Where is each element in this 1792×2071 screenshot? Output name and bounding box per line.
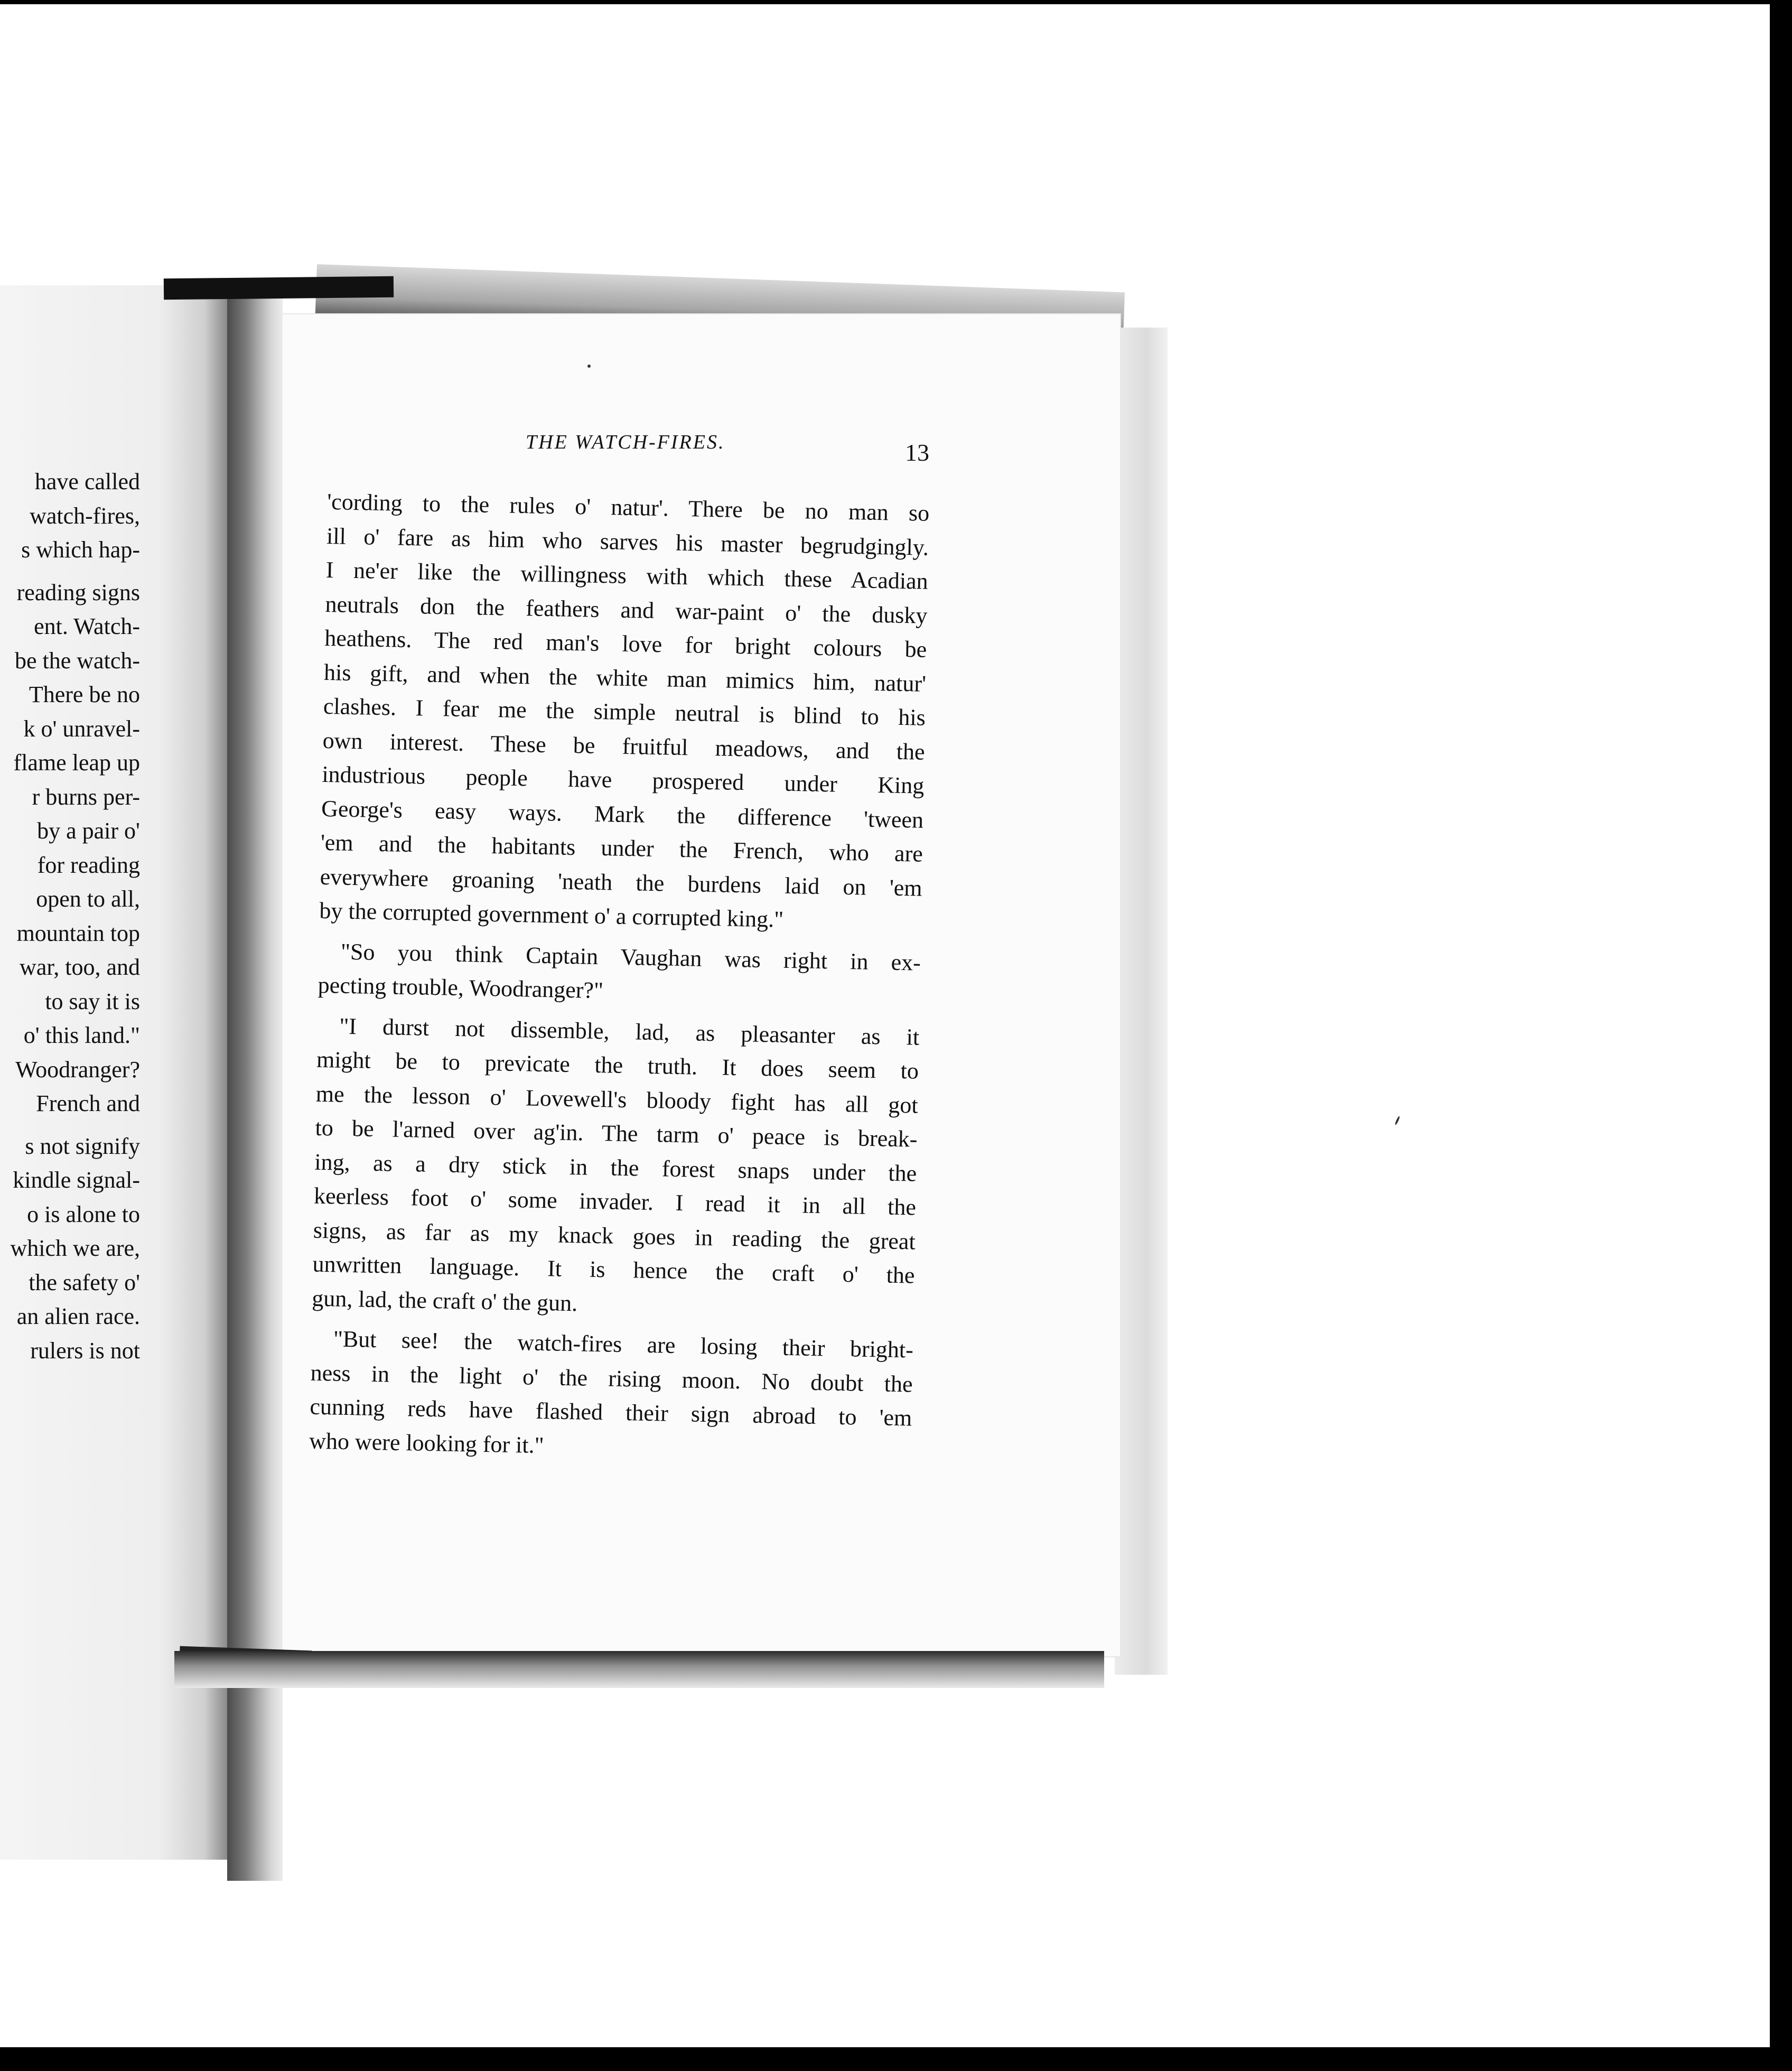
left-text-line: Woodranger? [15, 1056, 140, 1083]
text-line: pecting trouble, Woodranger?" [318, 972, 604, 1004]
paragraph [312, 1009, 920, 1327]
text-line: "But see! the watch-fires are losing their bright- [333, 1326, 914, 1363]
text-line: might be to previcate the truth. It does seem to [316, 1046, 919, 1084]
left-text-line: o is alone to [27, 1201, 140, 1227]
left-text-line: to say it is [45, 988, 140, 1014]
left-text-line: s which hap- [21, 537, 140, 563]
left-text-line: the safety o' [29, 1269, 140, 1295]
left-text-line: r burns per- [32, 783, 140, 810]
left-text-line: for reading [37, 852, 140, 878]
spine-tape [164, 276, 394, 300]
text-line: everywhere groaning 'neath the burdens laid on 'em [320, 863, 923, 901]
text-line: cunning reds have flashed their sign abroad to 'em [310, 1393, 912, 1431]
text-line: clashes. I fear me the simple neutral is blind to his [323, 693, 926, 731]
text-line: ing, as a dry stick in the forest snaps under the [314, 1149, 917, 1187]
text-line: 'em and the habitants under the French, who are [320, 829, 923, 867]
page-bottom-shadow [174, 1651, 1104, 1688]
text-line: George's easy ways. Mark the difference 'tween [321, 795, 924, 833]
text-line: unwritten language. It is hence the craft o' the [312, 1251, 915, 1289]
left-text-line: flame leap up [13, 750, 140, 776]
scan-speck [1394, 1116, 1400, 1125]
page-number: 13 [905, 439, 929, 466]
left-text-line: be the watch- [15, 647, 140, 674]
text-line: keerless foot o' some invader. I read it in all the [313, 1182, 917, 1220]
text-line: neutrals don the feathers and war-paint o' the dusky [325, 591, 928, 629]
text-line: "So you think Captain Vaughan was right in ex- [340, 938, 921, 976]
left-text-line: rulers is not [30, 1337, 140, 1364]
text-line: 'cording to the rules o' natur'. There be no man so [326, 488, 930, 526]
scan-frame-bottom [0, 2047, 1792, 2071]
running-head: THE WATCH-FIRES. [526, 431, 725, 453]
left-text-line: by a pair o' [37, 818, 140, 844]
text-line: me the lesson o' Lovewell's bloody fight has all got [315, 1080, 919, 1118]
scan-frame-top [0, 0, 1792, 4]
paragraph-gap [0, 567, 140, 576]
left-text-line: There be no [29, 682, 140, 707]
text-line: gun, lad, the craft o' the gun. [311, 1285, 578, 1316]
left-text-line: ent. Watch- [34, 613, 140, 639]
text-line: I ne'er like the willingness with which these Acadian [325, 556, 929, 594]
text-line: who were looking for it." [309, 1428, 545, 1458]
text-line: own interest. These be fruitful meadows, and the [322, 727, 925, 765]
left-text-line: have called [34, 469, 140, 495]
right-page-text [309, 485, 930, 1470]
paragraph [309, 1322, 914, 1470]
left-text-line: watch-fires, [30, 502, 140, 529]
left-text-line: open to all, [36, 886, 140, 912]
left-text-line: which we are, [10, 1235, 140, 1261]
left-text-line: reading signs [16, 579, 140, 605]
text-line: signs, as far as my knack goes in reading the great [313, 1217, 916, 1255]
fore-edge [1115, 328, 1168, 1675]
left-text-line: k o' unravel- [23, 715, 140, 742]
text-line: heathens. The red man's love for bright colours be [324, 624, 927, 663]
left-text-line: war, too, and [20, 954, 140, 980]
left-text-line: an alien race. [16, 1303, 140, 1329]
left-page-text [0, 465, 140, 1368]
text-line: "I durst not dissemble, lad, as pleasanter as it [339, 1013, 920, 1050]
scan-frame-right [1770, 0, 1792, 2071]
left-text-line: French and [36, 1090, 140, 1116]
text-line: by the corrupted government o' a corrupted king." [319, 897, 784, 932]
book-spine [227, 285, 283, 1881]
text-line: his gift, and when the white man mimics him, natur' [323, 659, 927, 697]
left-text-line: o' this land." [23, 1022, 140, 1048]
paragraph [319, 485, 930, 939]
paragraph-gap [0, 1121, 140, 1130]
scan-speck [587, 365, 591, 368]
paragraph [318, 934, 921, 1014]
text-line: ill o' fare as him who sarves his master begrudgingly. [326, 523, 929, 561]
text-line: industrious people have prospered under King [322, 761, 925, 799]
text-line: to be l'arned over ag'in. The tarm o' peace is break- [315, 1114, 918, 1152]
left-text-line: kindle signal- [13, 1167, 140, 1193]
text-line: ness in the light o' the rising moon. No doubt the [310, 1359, 913, 1397]
left-text-line: mountain top [16, 920, 140, 946]
left-text-line: s not signify [25, 1133, 140, 1159]
